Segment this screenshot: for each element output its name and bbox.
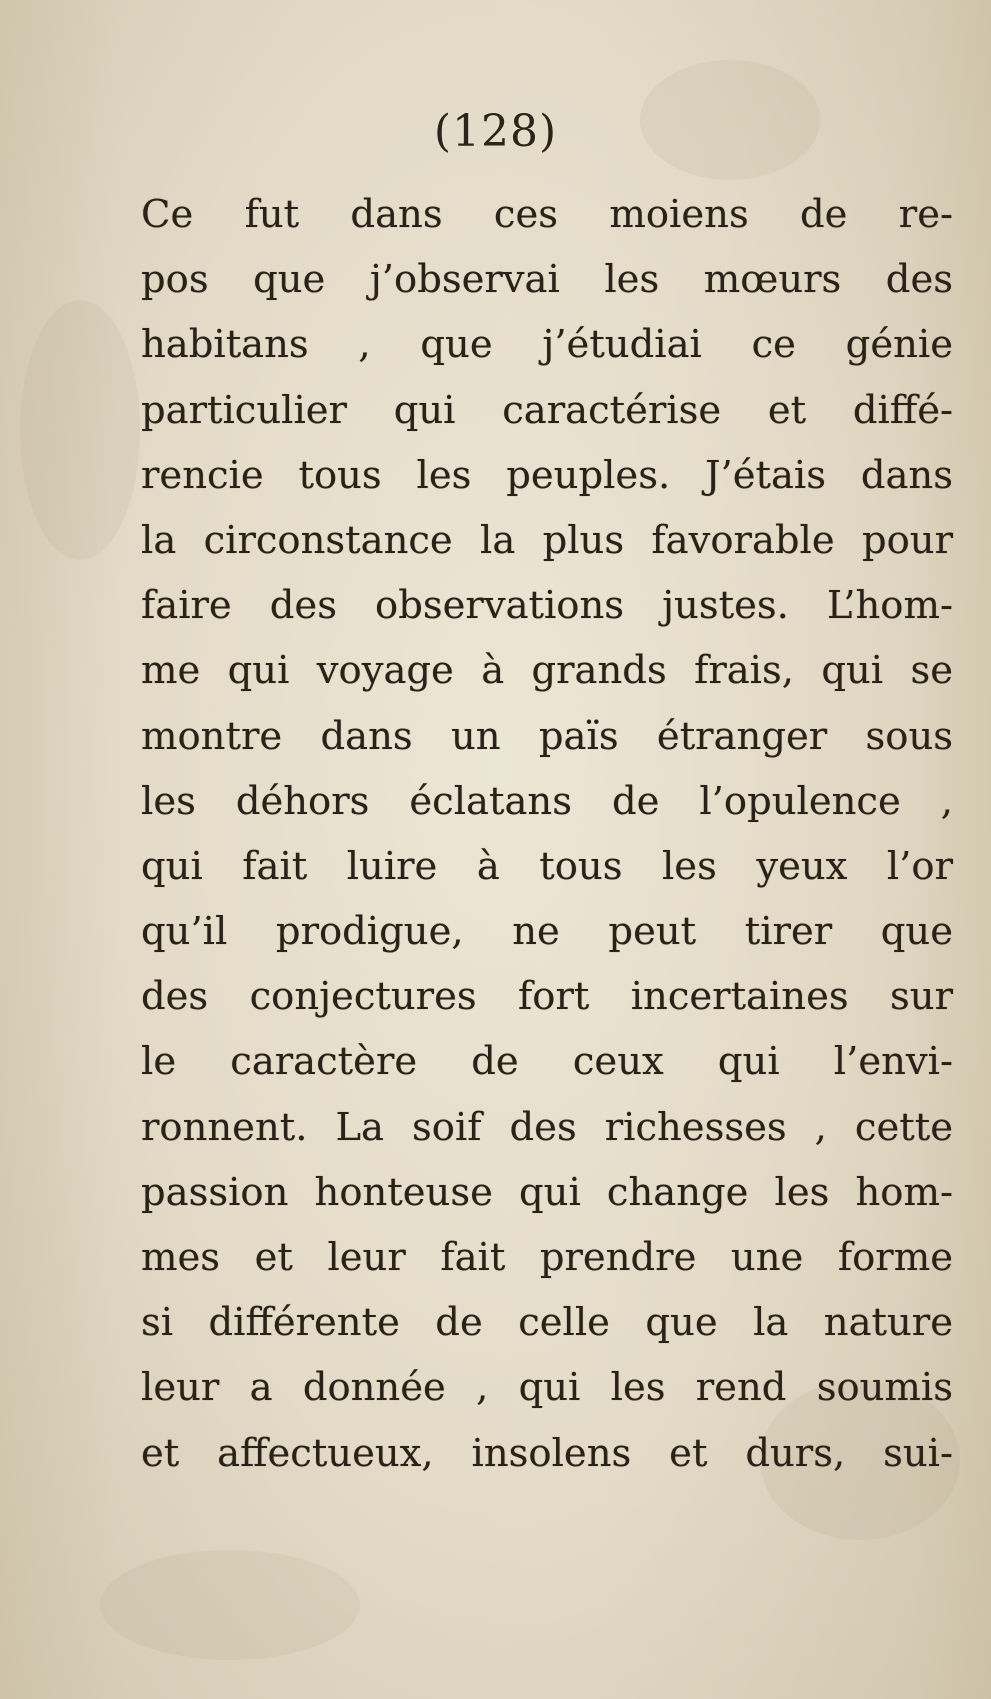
text-line: si différente de celle que la nature (141, 1300, 953, 1346)
text-line: Ce fut dans ces moiens de re- (141, 192, 953, 237)
text-line: faire des observations justes. L’hom- (141, 583, 953, 629)
text-line: passion honteuse qui change les hom- (141, 1169, 953, 1215)
text-line: mes et leur fait prendre une forme (141, 1235, 953, 1280)
text-line: habitans , que j’étudiai ce génie (141, 322, 953, 368)
text-line: particulier qui caractérise et diffé- (141, 387, 953, 433)
text-line: me qui voyage à grands frais, qui se (141, 648, 953, 694)
paper-stain (100, 1550, 360, 1660)
text-line: ronnent. La soif des richesses , cette (141, 1104, 953, 1150)
text-line: qui fait luire à tous les yeux l’or (141, 843, 953, 889)
paper-stain (20, 300, 140, 560)
text-line: les déhors éclatans de l’opulence , (141, 778, 953, 824)
page-number: (128) (433, 106, 558, 157)
text-line: le caractère de ceux qui l’envi- (141, 1039, 953, 1085)
text-line: rencie tous les peuples. J’étais dans (141, 452, 953, 498)
text-line: la circonstance la plus favorable pour (141, 517, 953, 563)
text-line: des conjectures fort incertaines sur (141, 974, 953, 1020)
text-line: qu’il prodigue, ne peut tirer que (141, 909, 953, 955)
text-line: pos que j’observai les mœurs des (141, 257, 953, 303)
text-line: montre dans un païs étranger sous (141, 713, 953, 759)
body-text (141, 182, 953, 1486)
text-line: leur a donnée , qui les rend soumis (141, 1365, 953, 1411)
text-line: et affectueux, insolens et durs, sui- (141, 1430, 953, 1476)
